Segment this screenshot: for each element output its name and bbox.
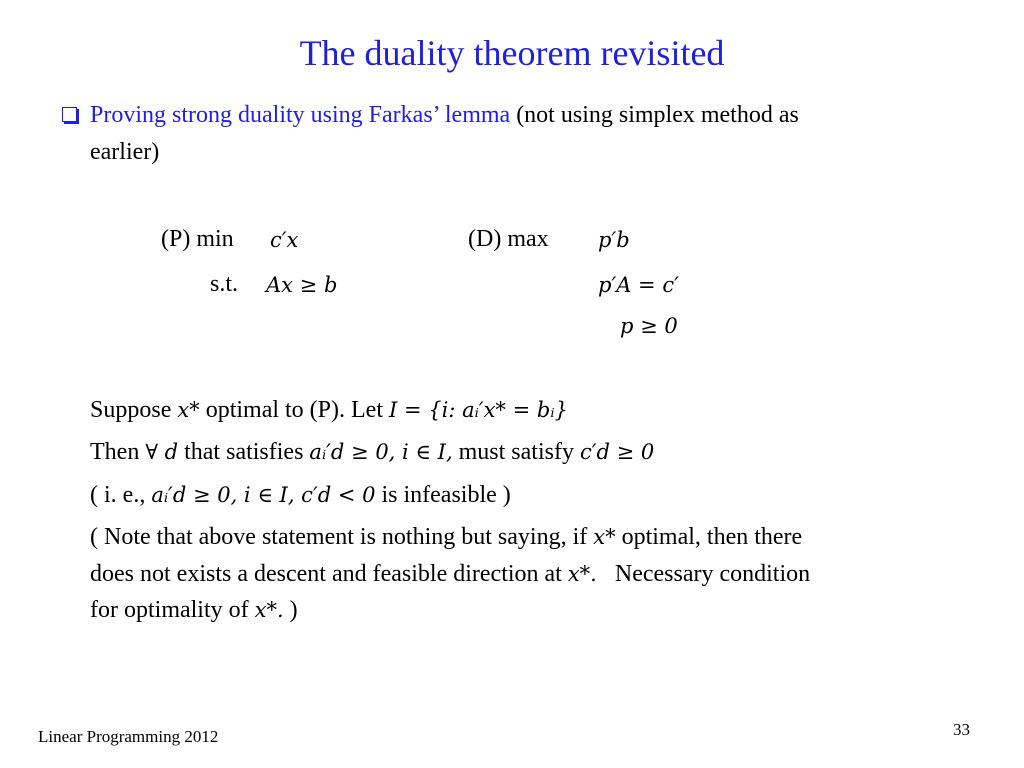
text-is-infeasible: is infeasible ) — [381, 482, 511, 508]
text-note: ( Note that above statement is nothing but saying, if — [90, 524, 588, 550]
text-for-optimality: for optimality of — [90, 597, 249, 623]
bullet-line — [90, 102, 799, 129]
math-x-star: x*. — [254, 598, 284, 622]
math-infeasible-system: aᵢ′d ≥ 0, i ∈ I, c′d < 0 — [151, 483, 376, 507]
dual-constraint-1: p′A = c′ — [598, 273, 679, 297]
text-that-satisfies: that satisfies — [184, 439, 304, 465]
primal-st: s.t. — [210, 271, 239, 297]
text-optimal-then: optimal, then there — [621, 524, 803, 550]
math-x-star: x*. — [567, 562, 597, 586]
slide-title: The duality theorem revisited — [299, 33, 725, 73]
bullet-continuation: earlier) — [90, 139, 160, 165]
hollow-square-bullet-icon — [62, 107, 77, 122]
dual-constraint-2: p ≥ 0 — [620, 314, 678, 338]
primal-label: (P) min — [161, 226, 234, 252]
bullet-highlight: Proving strong duality using Farkas’ lemma — [90, 102, 511, 128]
text-then: Then — [90, 439, 140, 465]
primal-constraint: Ax ≥ b — [266, 273, 338, 297]
math-active-set: I = {i: aᵢ′x* = bᵢ} — [389, 398, 568, 422]
page-number: 33 — [953, 720, 970, 739]
body-line-6 — [90, 597, 298, 624]
math-x-star: x* — [177, 398, 200, 422]
math-forall-d: ∀ d — [145, 440, 179, 464]
math-direction-constraint: aᵢ′d ≥ 0, i ∈ I, — [309, 440, 453, 464]
math-x-star: x* — [593, 525, 616, 549]
text-descent: does not exists a descent and feasible direction at — [90, 561, 562, 587]
text-optimal-let: optimal to (P). Let — [205, 397, 383, 423]
body-line-5 — [90, 561, 810, 588]
math-cd-nonneg: c′d ≥ 0 — [579, 440, 655, 464]
text-must-satisfy: must satisfy — [458, 439, 574, 465]
dual-objective: p′b — [598, 228, 630, 252]
primal-objective: c′x — [270, 228, 299, 252]
bullet-text: (not using simplex method as — [510, 102, 799, 128]
text-close-paren: ) — [289, 597, 298, 623]
body-line-3 — [90, 482, 511, 509]
text-ie: ( i. e., — [90, 482, 146, 508]
body-line-2 — [90, 439, 654, 466]
body-line-4 — [90, 524, 802, 551]
dual-label: (D) max — [468, 226, 549, 252]
footer-course: Linear Programming 2012 — [38, 727, 219, 746]
body-line-1 — [90, 397, 568, 424]
text-necessary: Necessary condition — [614, 561, 811, 587]
text-suppose: Suppose — [90, 397, 172, 423]
